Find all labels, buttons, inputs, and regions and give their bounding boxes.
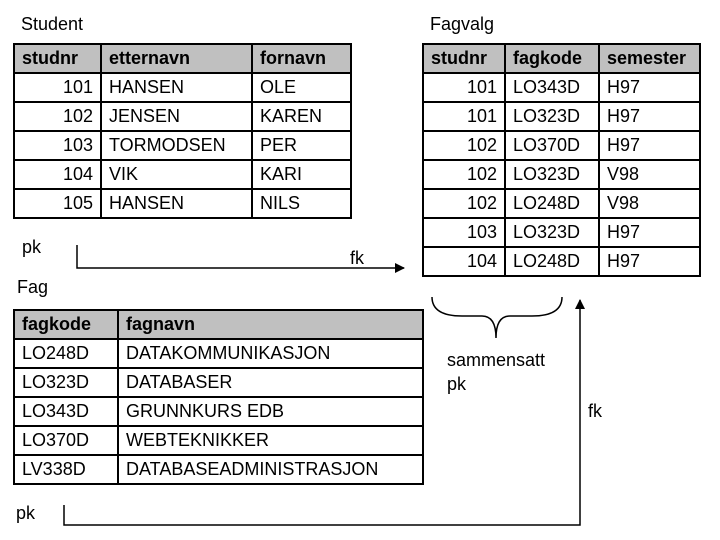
fag-cell-fagnavn: GRUNNKURS EDB bbox=[118, 397, 423, 426]
fagvalg-cell-fagkode: LO323D bbox=[505, 160, 599, 189]
student-fk-label: fk bbox=[350, 248, 365, 268]
fag-cell-fagkode: LO248D bbox=[14, 339, 118, 368]
fag-pk-label: pk bbox=[16, 503, 36, 523]
fag-cell-fagnavn: DATAKOMMUNIKASJON bbox=[118, 339, 423, 368]
student-col-header-etternavn: etternavn bbox=[101, 44, 252, 73]
fag-to-fagvalg-arrow bbox=[64, 300, 580, 525]
student-cell-etternavn: HANSEN bbox=[101, 189, 252, 218]
composite-pk-label-line1: sammensatt bbox=[447, 350, 546, 370]
fagvalg-cell-semester: H97 bbox=[599, 218, 700, 247]
student-cell-studnr: 105 bbox=[14, 189, 101, 218]
fagvalg-cell-fagkode: LO343D bbox=[505, 73, 599, 102]
student-cell-studnr: 104 bbox=[14, 160, 101, 189]
fag-cell-fagnavn: DATABASER bbox=[118, 368, 423, 397]
fagvalg-table-title: Fagvalg bbox=[430, 14, 495, 34]
fag-fk-label: fk bbox=[588, 401, 603, 421]
fag-col-header-fagkode: fagkode bbox=[14, 310, 118, 339]
composite-pk-label-line2: pk bbox=[447, 374, 467, 394]
fag-table-title: Fag bbox=[17, 277, 49, 297]
student-pk-label: pk bbox=[22, 237, 42, 257]
student-cell-etternavn: HANSEN bbox=[101, 73, 252, 102]
fag-cell-fagkode: LO323D bbox=[14, 368, 118, 397]
student-cell-fornavn: NILS bbox=[252, 189, 351, 218]
fagvalg-cell-semester: H97 bbox=[599, 102, 700, 131]
fag-cell-fagkode: LO370D bbox=[14, 426, 118, 455]
fagvalg-cell-fagkode: LO323D bbox=[505, 102, 599, 131]
fagvalg-cell-studnr: 102 bbox=[423, 131, 505, 160]
student-cell-fornavn: OLE bbox=[252, 73, 351, 102]
fagvalg-col-header-semester: semester bbox=[599, 44, 700, 73]
fagvalg-cell-semester: H97 bbox=[599, 73, 700, 102]
fagvalg-cell-fagkode: LO248D bbox=[505, 247, 599, 276]
student-cell-fornavn: PER bbox=[252, 131, 351, 160]
student-table-title: Student bbox=[21, 14, 84, 34]
fag-cell-fagkode: LV338D bbox=[14, 455, 118, 484]
student-cell-etternavn: TORMODSEN bbox=[101, 131, 252, 160]
student-cell-etternavn: JENSEN bbox=[101, 102, 252, 131]
student-cell-etternavn: VIK bbox=[101, 160, 252, 189]
fagvalg-cell-studnr: 102 bbox=[423, 160, 505, 189]
fagvalg-cell-semester: V98 bbox=[599, 160, 700, 189]
student-to-fagvalg-arrow bbox=[77, 245, 404, 268]
fag-col-header-fagnavn: fagnavn bbox=[118, 310, 423, 339]
fag-cell-fagnavn: DATABASEADMINISTRASJON bbox=[118, 455, 423, 484]
fagvalg-cell-studnr: 104 bbox=[423, 247, 505, 276]
fagvalg-cell-studnr: 102 bbox=[423, 189, 505, 218]
fagvalg-cell-studnr: 101 bbox=[423, 73, 505, 102]
fagvalg-col-header-fagkode: fagkode bbox=[505, 44, 599, 73]
fagvalg-cell-semester: V98 bbox=[599, 189, 700, 218]
student-cell-fornavn: KARI bbox=[252, 160, 351, 189]
fag-cell-fagkode: LO343D bbox=[14, 397, 118, 426]
composite-pk-brace bbox=[432, 297, 562, 338]
fagvalg-cell-fagkode: LO370D bbox=[505, 131, 599, 160]
student-cell-studnr: 103 bbox=[14, 131, 101, 160]
fag-cell-fagnavn: WEBTEKNIKKER bbox=[118, 426, 423, 455]
fagvalg-cell-semester: H97 bbox=[599, 247, 700, 276]
fagvalg-cell-fagkode: LO248D bbox=[505, 189, 599, 218]
fagvalg-cell-semester: H97 bbox=[599, 131, 700, 160]
fagvalg-col-header-studnr: studnr bbox=[423, 44, 505, 73]
student-cell-studnr: 101 bbox=[14, 73, 101, 102]
student-cell-studnr: 102 bbox=[14, 102, 101, 131]
fagvalg-cell-fagkode: LO323D bbox=[505, 218, 599, 247]
student-col-header-studnr: studnr bbox=[14, 44, 101, 73]
fagvalg-cell-studnr: 101 bbox=[423, 102, 505, 131]
student-cell-fornavn: KAREN bbox=[252, 102, 351, 131]
fagvalg-cell-studnr: 103 bbox=[423, 218, 505, 247]
student-col-header-fornavn: fornavn bbox=[252, 44, 351, 73]
